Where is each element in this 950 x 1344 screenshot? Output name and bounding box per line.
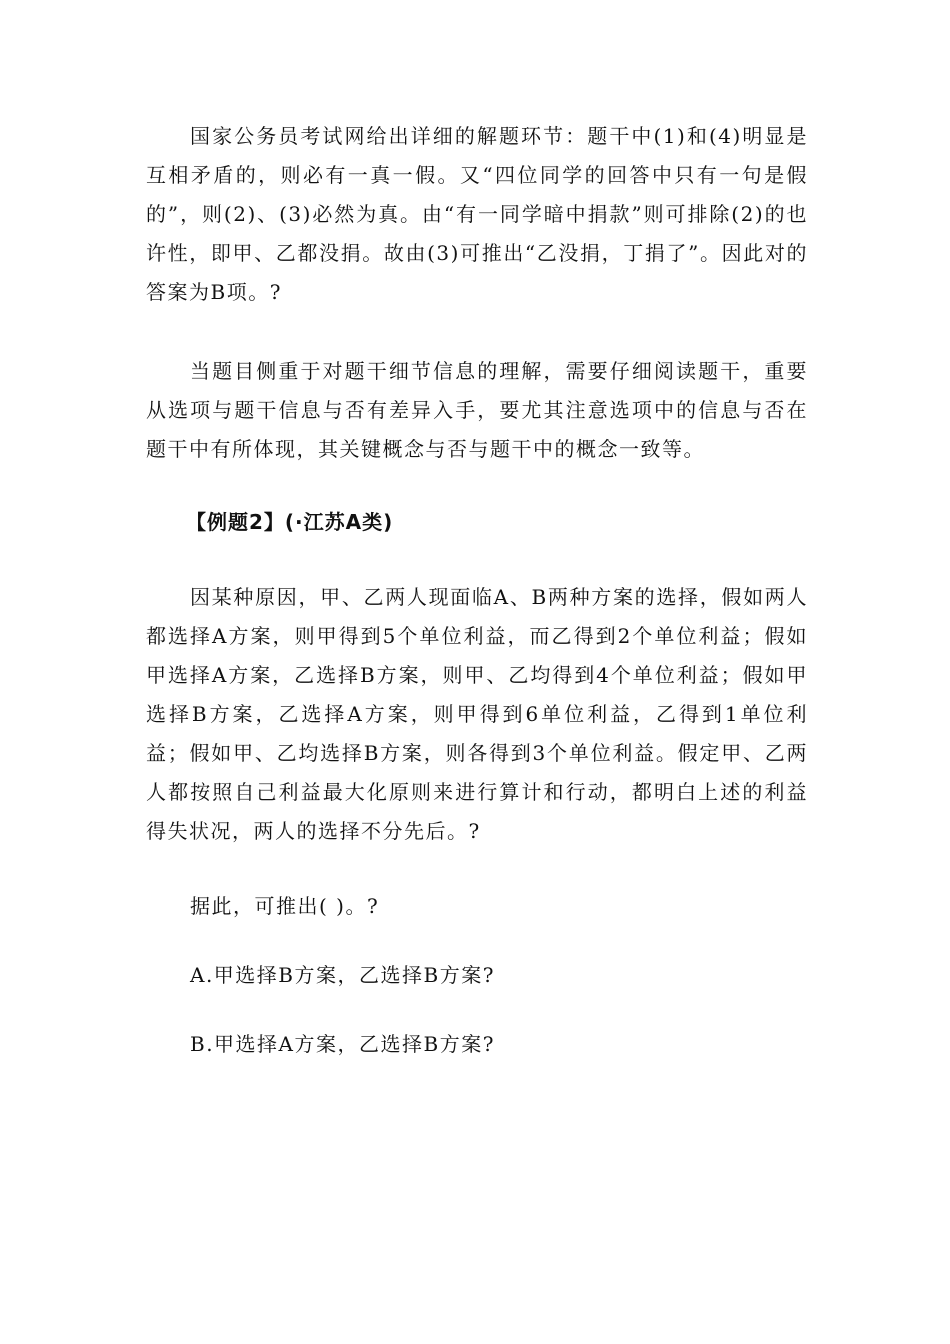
question-line: 据此，可推出( )。? <box>190 894 380 918</box>
example-heading: 【例题2】(·江苏A类) <box>186 510 394 534</box>
solution-paragraph: 国家公务员考试网给出详细的解题环节：题干中(1)和(4)明显是互相矛盾的，则必有一真一假。又“四位同学的回答中只有一句是假的”，则(2)、(3)必然为真。由“有一同学暗中捐款”则可排除(2)的也许性，即甲、乙都没捐。故由(3)可推出“乙没捐，丁捐了”。因此对的答案为B项。? <box>146 124 808 304</box>
option-b: B.甲选择A方案，乙选择B方案? <box>190 1032 495 1056</box>
option-a: A.甲选择B方案，乙选择B方案? <box>190 963 495 987</box>
problem-paragraph: 因某种原因，甲、乙两人现面临A、B两种方案的选择，假如两人都选择A方案，则甲得到5个单位利益，而乙得到2个单位利益；假如甲选择A方案，乙选择B方案，则甲、乙均得到4个单位利益；假如甲选择B方案，乙选择A方案，则甲得到6单位利益，乙得到1单位利益；假如甲、乙均选择B方案，则各得到3个单位利益。假定甲、乙两人都按照自己利益最大化原则来进行算计和行动，都明白上述的利益得失状况，两人的选择不分先后。? <box>146 585 808 843</box>
tip-paragraph: 当题目侧重于对题干细节信息的理解，需要仔细阅读题干，重要从选项与题干信息与否有差异入手，要尤其注意选项中的信息与否在题干中有所体现，其关键概念与否与题干中的概念一致等。 <box>146 359 808 461</box>
